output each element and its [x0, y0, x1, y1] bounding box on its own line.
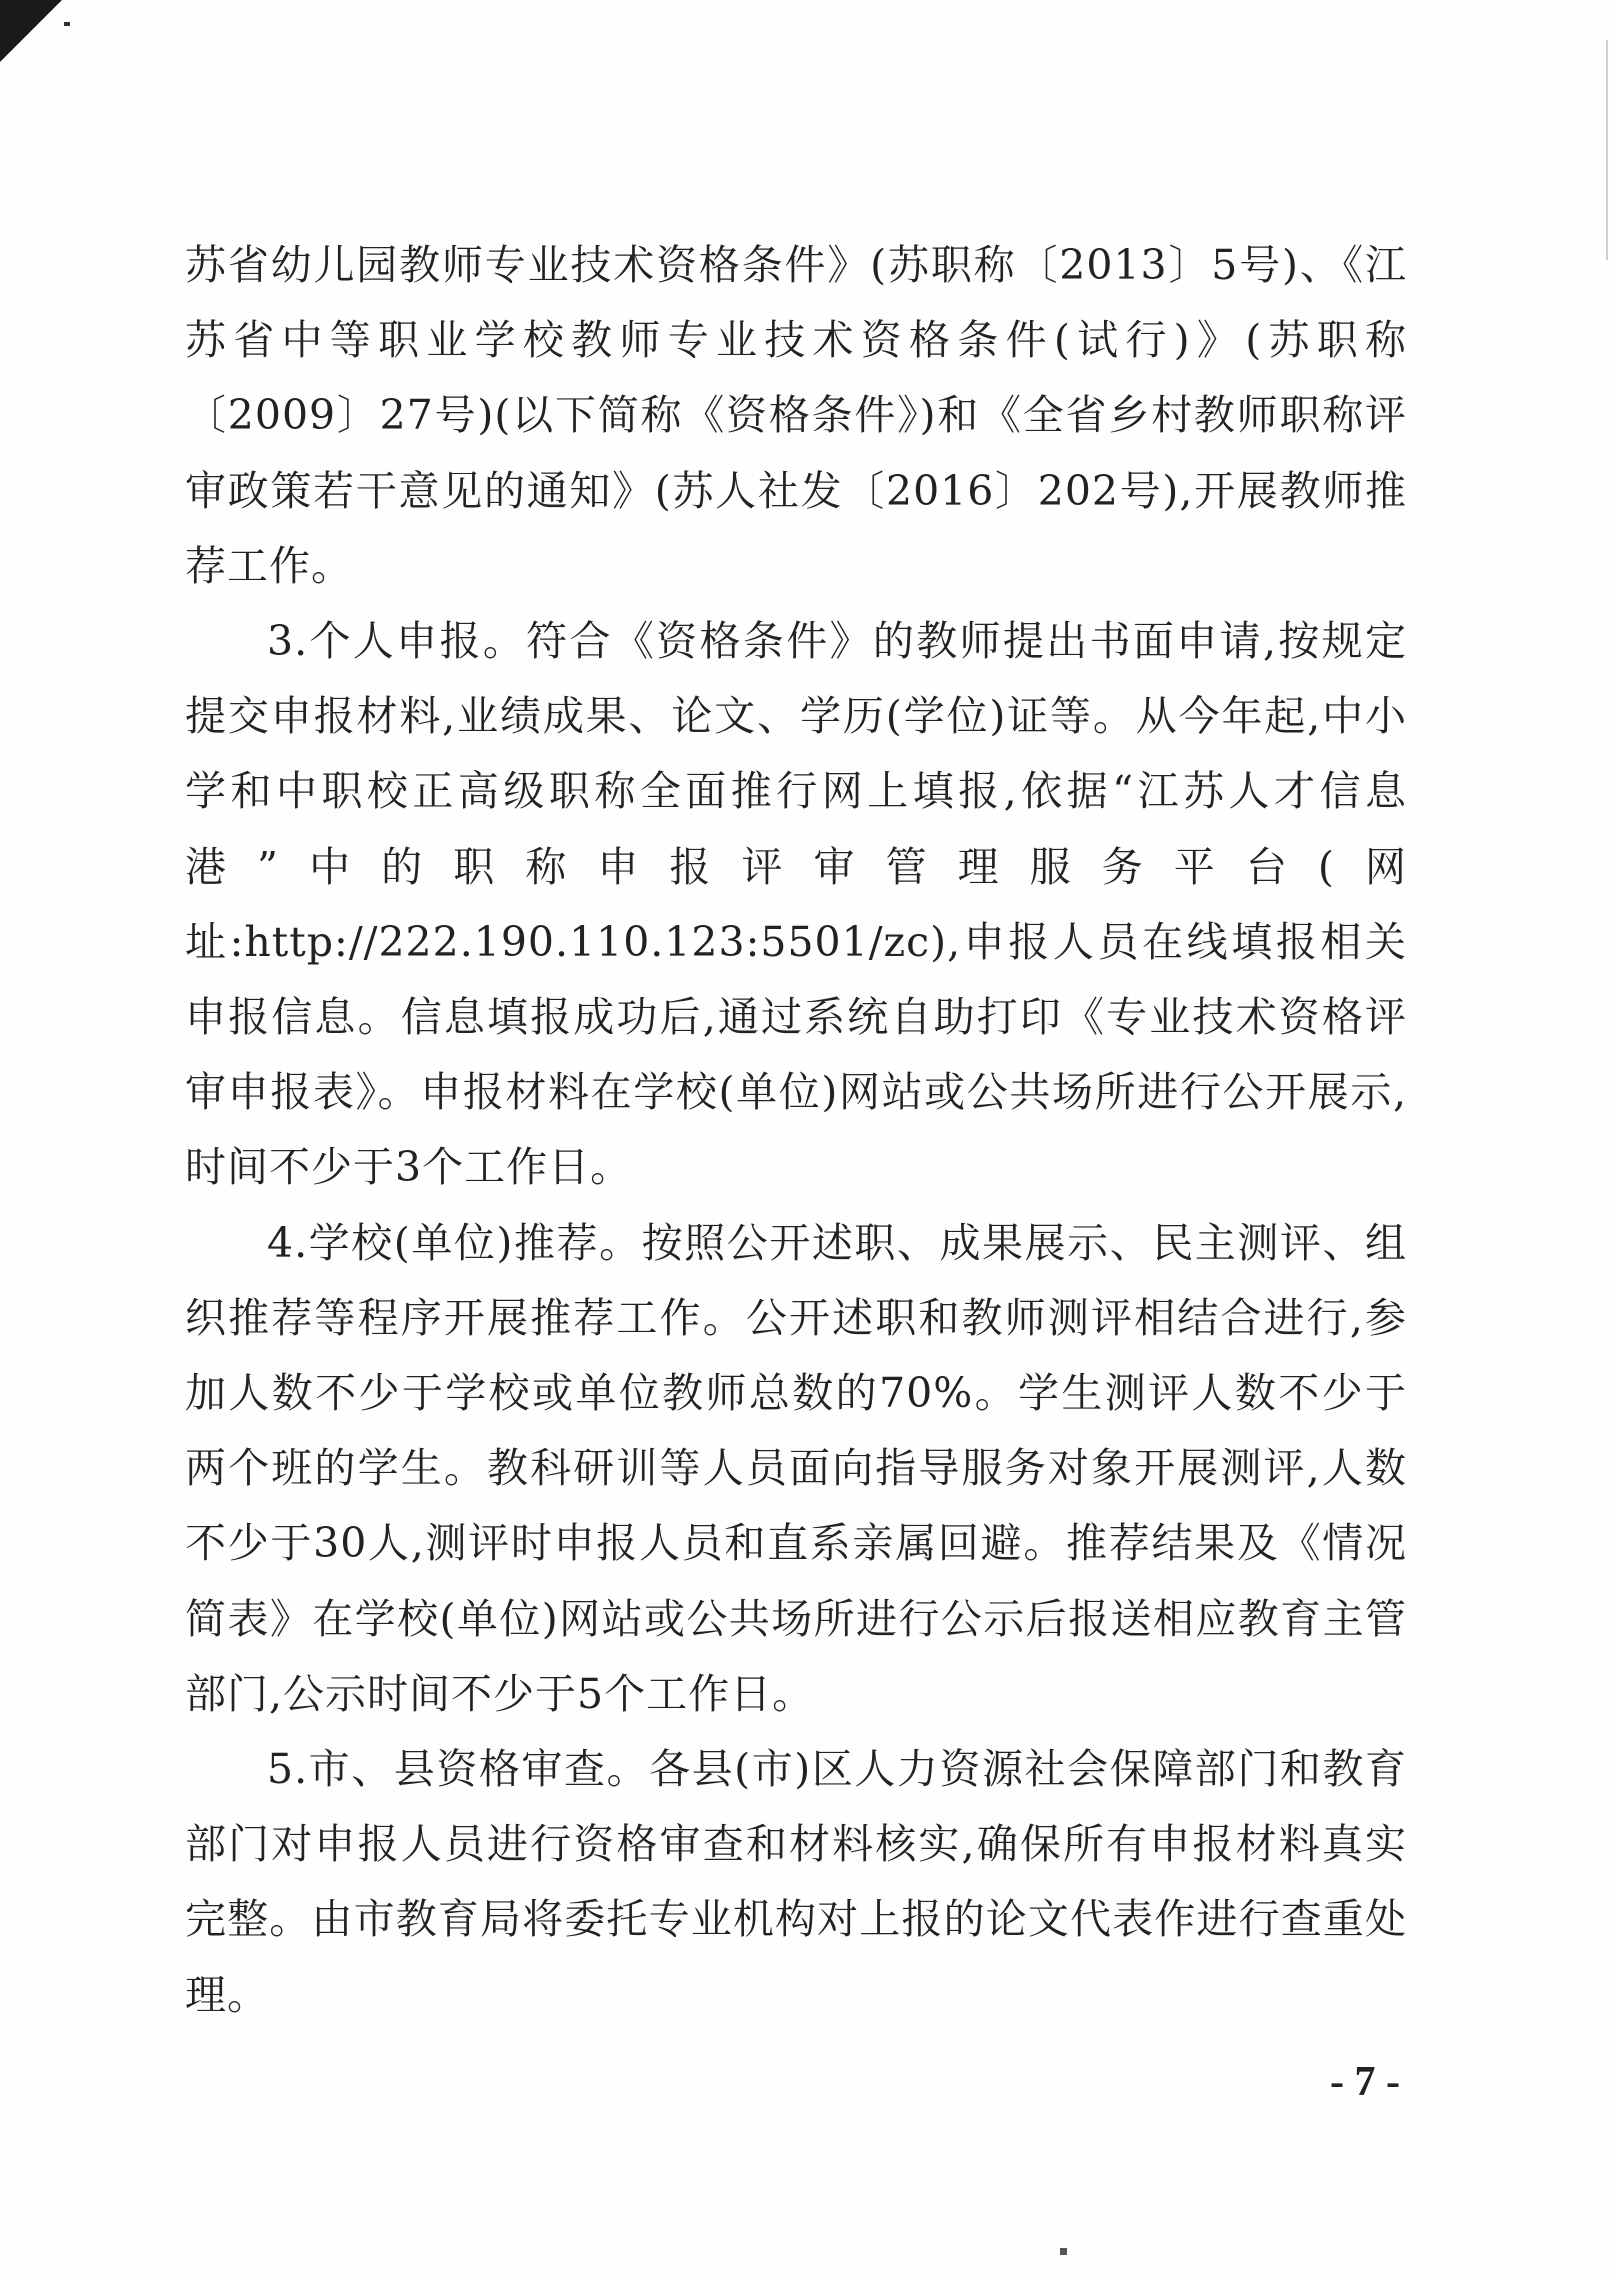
document-body: [185, 228, 1407, 2033]
scan-edge: [1606, 40, 1613, 260]
scan-corner-shadow: [0, 0, 62, 62]
paragraph-continuation: 苏省幼儿园教师专业技术资格条件》(苏职称〔2013〕5号)、《江苏省中等职业学校教师专业技术资格条件(试行)》(苏职称〔2009〕27号)(以下简称《资格条件》)和《全省乡村教师职称评审政策若干意见的通知》(苏人社发〔2016〕202号),开展教师推荐工作。: [185, 241, 1407, 590]
scan-speck: [1060, 2248, 1067, 2255]
paragraph-personal-application: 3.个人申报。符合《资格条件》的教师提出书面申请,按规定提交申报材料,业绩成果、论文、学历(学位)证等。从今年起,中小学和中职校正高级职称全面推行网上填报,依据“江苏人才信息港”中的职称申报评审管理服务平台(网址:http://222.190.110.123:5501/zc),申报人员在线填报相关申报信息。信息填报成功后,通过系统自助打印《专业技术资格评审申报表》。申报材料在学校(单位)网站或公共场所进行公开展示,时间不少于3个工作日。: [185, 617, 1407, 1192]
scan-speck: [64, 22, 70, 26]
paragraph-school-recommendation: 4.学校(单位)推荐。按照公开述职、成果展示、民主测评、组织推荐等程序开展推荐工作。公开述职和教师测评相结合进行,参加人数不少于学校或单位教师总数的70%。学生测评人数不少于两个班的学生。教科研训等人员面向指导服务对象开展测评,人数不少于30人,测评时申报人员和直系亲属回避。推荐结果及《情况简表》在学校(单位)网站或公共场所进行公示后报送相应教育主管部门,公示时间不少于5个工作日。: [185, 1218, 1407, 1718]
page-number: - 7 -: [1330, 2059, 1400, 2105]
paragraph-qualification-review: 5.市、县资格审查。各县(市)区人力资源社会保障部门和教育部门对申报人员进行资格审查和材料核实,确保所有申报材料真实完整。由市教育局将委托专业机构对上报的论文代表作进行查重处理。: [185, 1745, 1407, 2019]
